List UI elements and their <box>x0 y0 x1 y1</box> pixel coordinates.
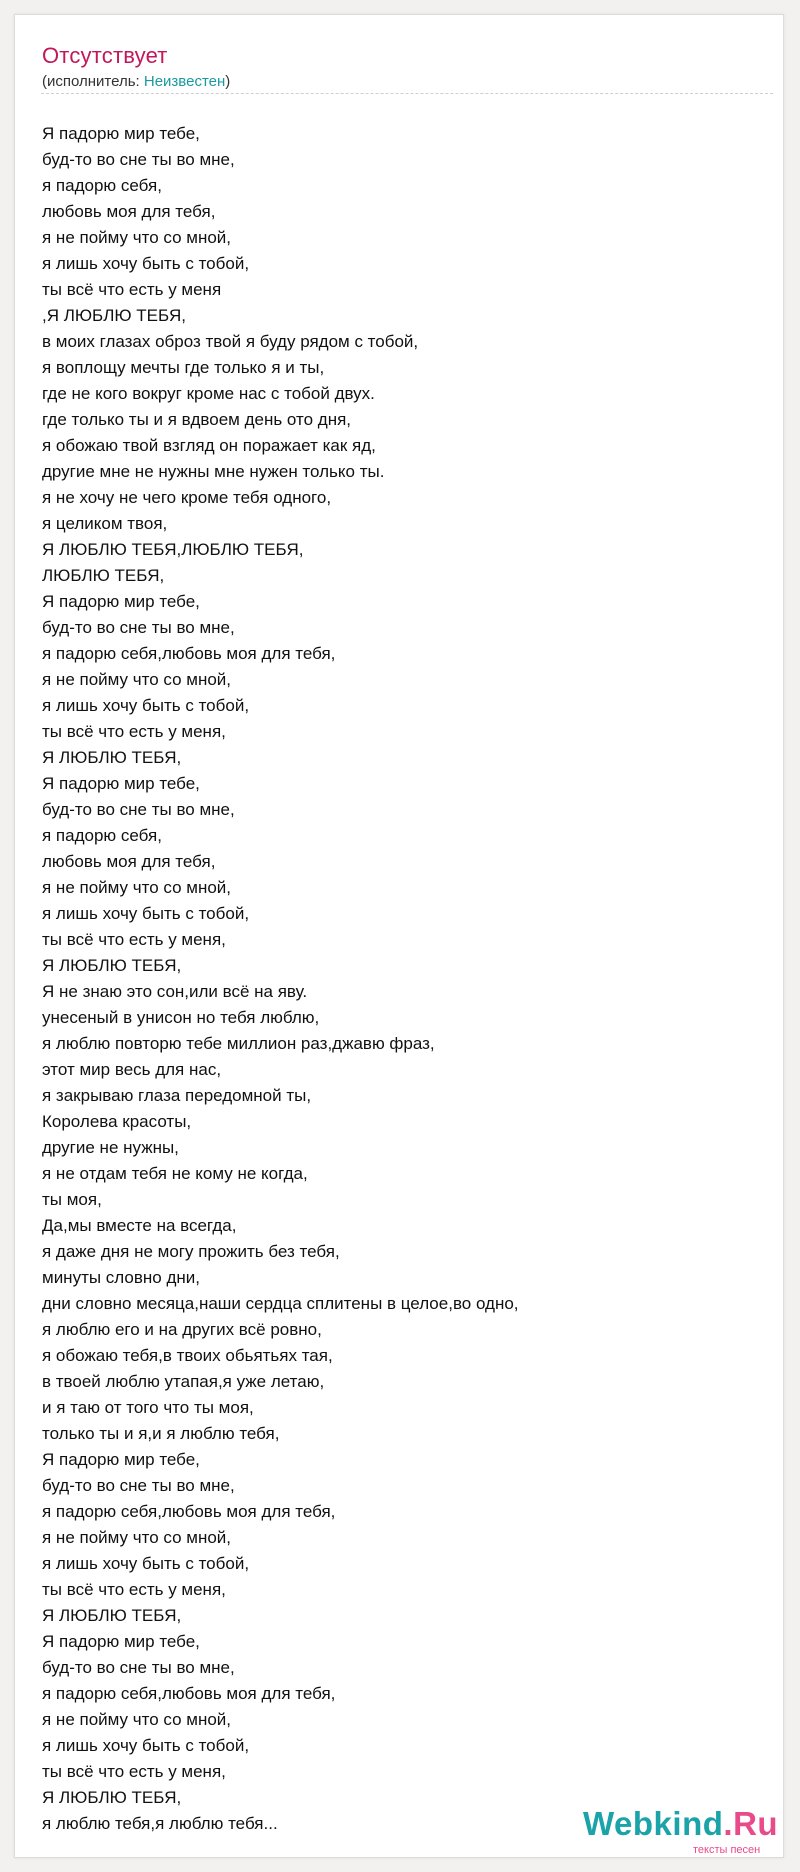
lyric-line: Я падорю мир тебе, <box>42 592 200 611</box>
lyric-line: я не пойму что со мной, <box>42 1528 232 1547</box>
lyric-line: Я не знаю это сон,или всё на яву. <box>42 982 308 1001</box>
lyric-line: дни словно месяца,наши сердца сплитены в целое,во одно, <box>42 1294 519 1313</box>
lyric-line: Я ЛЮБЛЮ ТЕБЯ, <box>42 1606 182 1625</box>
lyric-line: в моих глазах оброз твой я буду рядом с тобой, <box>42 332 419 351</box>
lyric-line: я падорю себя, <box>42 826 162 845</box>
lyric-line: только ты и я,и я люблю тебя, <box>42 1424 280 1443</box>
lyric-line: я падорю себя,любовь моя для тебя, <box>42 1502 336 1521</box>
lyric-line: минуты словно дни, <box>42 1268 200 1287</box>
lyric-line: и я таю от того что ты моя, <box>42 1398 254 1417</box>
lyric-line: я лишь хочу быть с тобой, <box>42 904 250 923</box>
lyric-line: я лишь хочу быть с тобой, <box>42 1554 250 1573</box>
lyric-line: я лишь хочу быть с тобой, <box>42 1736 250 1755</box>
lyric-line: я падорю себя, <box>42 176 162 195</box>
lyric-line: я обожаю тебя,в твоих обьятьях тая, <box>42 1346 333 1365</box>
lyric-line: Да,мы вместе на всегда, <box>42 1216 237 1235</box>
lyric-line: буд-то во сне ты во мне, <box>42 618 235 637</box>
song-title: Отсутствует <box>42 43 168 68</box>
lyric-line: ты всё что есть у меня <box>42 280 222 299</box>
lyric-line: я не пойму что со мной, <box>42 670 232 689</box>
lyric-line: я люблю повторю тебе миллион раз,джавю фраз, <box>42 1034 435 1053</box>
lyric-line: Я падорю мир тебе, <box>42 1450 200 1469</box>
lyric-line: Я падорю мир тебе, <box>42 124 200 143</box>
lyric-line: в твоей люблю утапая,я уже летаю, <box>42 1372 325 1391</box>
lyric-line: я люблю его и на других всё ровно, <box>42 1320 322 1339</box>
lyric-line: Я ЛЮБЛЮ ТЕБЯ,ЛЮБЛЮ ТЕБЯ, <box>42 540 304 559</box>
lyric-line: я люблю тебя,я люблю тебя... <box>42 1814 278 1833</box>
lyric-line: буд-то во сне ты во мне, <box>42 150 235 169</box>
lyric-line: буд-то во сне ты во мне, <box>42 800 235 819</box>
lyric-line: ты моя, <box>42 1190 102 1209</box>
site-logo[interactable] <box>583 1805 783 1865</box>
lyric-line: любовь моя для тебя, <box>42 202 216 221</box>
lyric-line: я лишь хочу быть с тобой, <box>42 254 250 273</box>
lyric-line: Я падорю мир тебе, <box>42 1632 200 1651</box>
lyric-line: Я ЛЮБЛЮ ТЕБЯ, <box>42 1788 182 1807</box>
lyric-line: я целиком твоя, <box>42 514 168 533</box>
lyric-line: я воплощу мечты где только я и ты, <box>42 358 325 377</box>
lyric-line: я не хочу не чего кроме тебя одного, <box>42 488 332 507</box>
lyric-line: унесеный в унисон но тебя люблю, <box>42 1008 320 1027</box>
logo-main-text: Webkind <box>583 1805 724 1842</box>
lyric-line: где только ты и я вдвоем день ото дня, <box>42 410 352 429</box>
lyric-line: я лишь хочу быть с тобой, <box>42 696 250 715</box>
lyric-line: этот мир весь для нас, <box>42 1060 222 1079</box>
lyric-line: Я ЛЮБЛЮ ТЕБЯ, <box>42 748 182 767</box>
lyrics-text <box>42 121 762 1837</box>
lyric-line: я падорю себя,любовь моя для тебя, <box>42 1684 336 1703</box>
lyric-line: я не пойму что со мной, <box>42 1710 232 1729</box>
lyric-line: другие мне не нужны мне нужен только ты. <box>42 462 385 481</box>
header-divider <box>41 93 773 94</box>
lyric-line: ты всё что есть у меня, <box>42 722 226 741</box>
lyric-line: ,Я ЛЮБЛЮ ТЕБЯ, <box>42 306 186 325</box>
lyrics-page <box>14 14 784 1858</box>
lyric-line: буд-то во сне ты во мне, <box>42 1658 235 1677</box>
logo-tagline: тексты песен <box>693 1844 761 1856</box>
artist-link[interactable]: Неизвестен <box>143 73 226 90</box>
lyric-line: Королева красоты, <box>42 1112 192 1131</box>
lyric-line: я обожаю твой взгляд он поражает как яд, <box>42 436 376 455</box>
lyric-line: я закрываю глаза передомной ты, <box>42 1086 312 1105</box>
logo-domain-text: .Ru <box>723 1805 779 1842</box>
lyric-line: я не пойму что со мной, <box>42 228 232 247</box>
lyric-line: ты всё что есть у меня, <box>42 1580 226 1599</box>
lyric-line: буд-то во сне ты во мне, <box>42 1476 235 1495</box>
lyric-line: любовь моя для тебя, <box>42 852 216 871</box>
artist-line <box>42 73 230 90</box>
artist-prefix: (исполнитель: <box>42 73 144 90</box>
lyric-line: Я ЛЮБЛЮ ТЕБЯ, <box>42 956 182 975</box>
lyric-line: я не отдам тебя не кому не когда, <box>42 1164 308 1183</box>
lyric-line: где не кого вокруг кроме нас с тобой двух. <box>42 384 375 403</box>
lyric-line: ты всё что есть у меня, <box>42 1762 226 1781</box>
lyric-line: я даже дня не могу прожить без тебя, <box>42 1242 340 1261</box>
artist-suffix: ) <box>225 73 231 90</box>
lyric-line: я падорю себя,любовь моя для тебя, <box>42 644 336 663</box>
lyric-line: другие не нужны, <box>42 1138 179 1157</box>
lyric-line: Я падорю мир тебе, <box>42 774 200 793</box>
lyric-line: ЛЮБЛЮ ТЕБЯ, <box>42 566 165 585</box>
lyric-line: я не пойму что со мной, <box>42 878 232 897</box>
lyric-line: ты всё что есть у меня, <box>42 930 226 949</box>
logo-wordmark <box>583 1805 778 1843</box>
